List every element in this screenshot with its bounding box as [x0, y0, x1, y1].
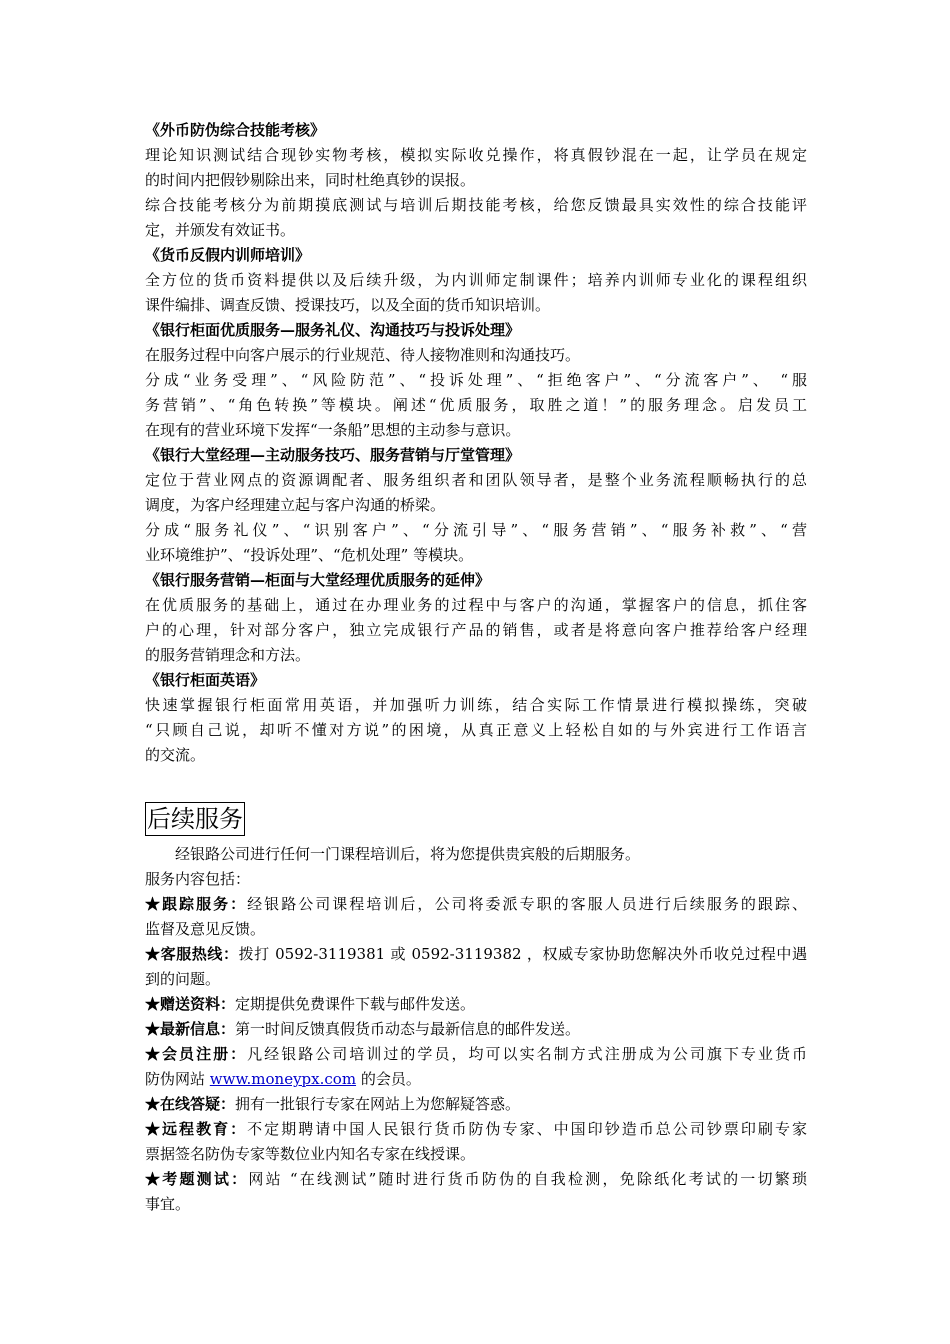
service-item-text: 监督及意见反馈。 [145, 920, 266, 938]
course-section [145, 568, 807, 668]
service-item-line [145, 1017, 807, 1042]
paragraph-line: 业环境维护”、“投诉处理”、“危机处理” 等模块。 [145, 546, 474, 564]
service-item-line [145, 942, 807, 967]
course-section [145, 243, 807, 318]
service-item [145, 1042, 807, 1092]
service-item-text: 第一时间反馈真假货币动态与最新信息的邮件发送。 [235, 1020, 581, 1038]
service-item [145, 1092, 807, 1117]
service-item-label: ★会员注册： [145, 1045, 248, 1063]
service-item-text: 拥有一批银行专家在网站上为您解疑答惑。 [235, 1095, 521, 1113]
document-page [145, 118, 807, 1217]
course-title: 《银行柜面英语》 [145, 671, 266, 689]
service-item-text: 经银路公司课程培训后，公司将委派专职的客服人员进行后续服务的跟踪、 [247, 895, 807, 913]
paragraph-line: 在服务过程中向客户展示的行业规范、待人接物准则和沟通技巧。 [145, 346, 581, 364]
service-item-text: 定期提供免费课件下载与邮件发送。 [235, 995, 476, 1013]
service-item [145, 992, 807, 1017]
service-item-text: 到的问题。 [145, 970, 221, 988]
course-section [145, 118, 807, 243]
spacer [145, 768, 807, 802]
course-section [145, 318, 807, 443]
paragraph-line: 定，并颁发有效证书。 [145, 221, 296, 239]
course-title: 《银行大堂经理—主动服务技巧、服务营销与厅堂管理》 [145, 446, 521, 464]
paragraph-line: “只顾自己说，却听不懂对方说”的困境，从真正意义上轻松自如的与外宾进行工作语言 [145, 721, 807, 739]
course-title: 《银行柜面优质服务—服务礼仪、沟通技巧与投诉处理》 [145, 321, 521, 339]
service-item-line [145, 1092, 807, 1117]
course-title: 《货币反假内训师培训》 [145, 246, 311, 264]
paragraph-line: 户的心理，针对部分客户，独立完成银行产品的销售，或者是将意向客户推荐给客户经理 [145, 621, 807, 639]
service-item [145, 942, 807, 992]
service-item-label: ★客服热线： [145, 945, 239, 963]
service-item-text: 凡经银路公司培训过的学员，均可以实名制方式注册成为公司旗下专业货币 [247, 1045, 807, 1063]
after-service-intro: 经银路公司进行任何一门课程培训后，将为您提供贵宾般的后期服务。 [175, 845, 641, 863]
service-item-text: 的会员。 [356, 1070, 421, 1088]
after-service-section [145, 802, 807, 1217]
website-link[interactable]: www.moneypx.com [209, 1070, 357, 1088]
service-item-text: 不定期聘请中国人民银行货币防伪专家、中国印钞造币总公司钞票印刷专家 [247, 1120, 807, 1138]
paragraph-line: 快速掌握银行柜面常用英语，并加强听力训练，结合实际工作情景进行模拟操练，突破 [145, 696, 807, 714]
course-section [145, 443, 807, 568]
service-content-label: 服务内容包括： [145, 870, 251, 888]
service-item-line [145, 1167, 807, 1192]
service-item-line [145, 1117, 807, 1142]
paragraph-line: 调度，为客户经理建立起与客户沟通的桥梁。 [145, 496, 446, 514]
service-item [145, 1167, 807, 1217]
paragraph-line: 务营销”、“角色转换”等模块。阐述“优质服务，取胜之道！”的服务理念。启发员工 [145, 396, 807, 414]
service-item-text: 票据签名防伪专家等数位业内知名专家在线授课。 [145, 1145, 476, 1163]
paragraph-line: 在现有的营业环境下发挥“一条船”思想的主动参与意识。 [145, 421, 521, 439]
service-item-line [145, 1042, 807, 1067]
service-item-label: ★跟踪服务： [145, 895, 248, 913]
paragraph-line: 定位于营业网点的资源调配者、服务组织者和团队领导者，是整个业务流程顺畅执行的总 [145, 471, 807, 489]
course-section [145, 668, 807, 768]
course-title: 《银行服务营销—柜面与大堂经理优质服务的延伸》 [145, 571, 491, 589]
paragraph-line: 综合技能考核分为前期摸底测试与培训后期技能考核，给您反馈最具实效性的综合技能评 [145, 196, 807, 214]
service-item-text: 事宜。 [145, 1195, 191, 1213]
after-service-heading: 后续服务 [145, 802, 245, 836]
paragraph-line: 的交流。 [145, 746, 206, 764]
service-item [145, 1117, 807, 1167]
service-item-text: 拨打 0592-3119381 或 0592-3119382 ，权威专家协助您解决外币收兑过程中遇 [238, 945, 807, 963]
service-item-label: ★考题测试： [145, 1170, 249, 1188]
paragraph-line: 的服务营销理念和方法。 [145, 646, 311, 664]
paragraph-line: 理论知识测试结合现钞实物考核，模拟实际收兑操作，将真假钞混在一起，让学员在规定 [145, 146, 807, 164]
paragraph-line: 的时间内把假钞剔除出来，同时杜绝真钞的误报。 [145, 171, 476, 189]
service-item-line [145, 992, 807, 1017]
paragraph-line: 分成“服务礼仪”、“识别客户”、“分流引导”、“服务营销”、“服务补救”、“营 [145, 521, 807, 539]
paragraph-line: 全方位的货币资料提供以及后续升级，为内训师定制课件；培养内训师专业化的课程组织 [145, 271, 807, 289]
paragraph-line: 分成“业务受理”、“风险防范”、“投诉处理”、“拒绝客户”、“分流客户”、 “服 [145, 371, 807, 389]
service-item-label: ★在线答疑： [145, 1095, 236, 1113]
paragraph-line: 在优质服务的基础上，通过在办理业务的过程中与客户的沟通，掌握客户的信息，抓住客 [145, 596, 807, 614]
service-item-line [145, 1067, 807, 1092]
service-item [145, 1017, 807, 1042]
service-item-label: ★远程教育： [145, 1120, 248, 1138]
course-title: 《外币防伪综合技能考核》 [145, 121, 326, 139]
service-item [145, 892, 807, 942]
service-item-label: ★赠送资料： [145, 995, 236, 1013]
service-item-text: 防伪网站 [145, 1070, 210, 1088]
service-item-line [145, 892, 807, 917]
service-item-text: 网站 “在线测试”随时进行货币防伪的自我检测，免除纸化考试的一切繁琐 [248, 1170, 807, 1188]
service-item-label: ★最新信息： [145, 1020, 236, 1038]
paragraph-line: 课件编排、调查反馈、授课技巧，以及全面的货币知识培训。 [145, 296, 551, 314]
